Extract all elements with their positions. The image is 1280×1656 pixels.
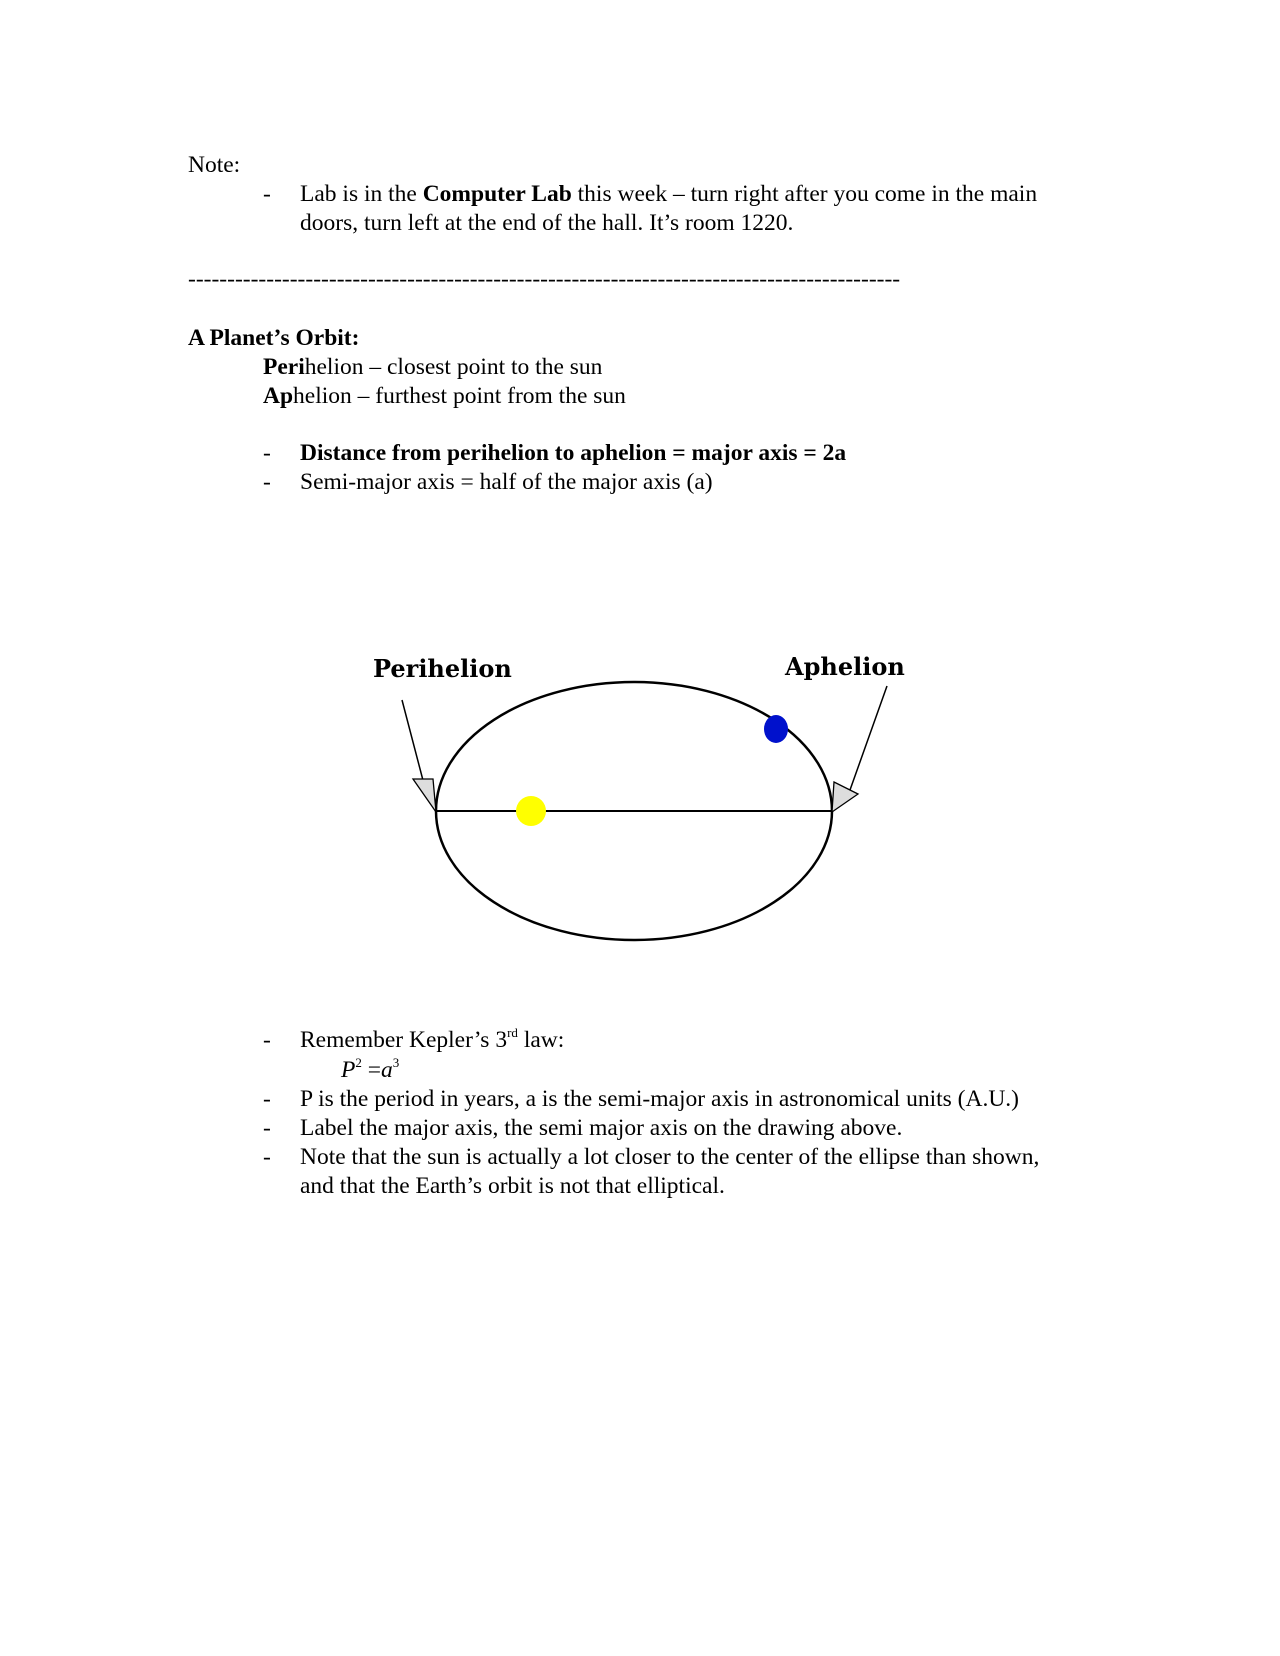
bullet-dash: - [263,440,271,466]
kepler-equation: $P^2 =a^3$ [341,1055,400,1083]
semi-major-axis-bullet: Semi-major axis = half of the major axis (a) [300,469,713,495]
note-line-1: Lab is in the Computer Lab this week – turn right after you come in the main [300,181,1038,207]
aphelion-arrow [832,686,887,812]
period-bullet: P is the period in years, a is the semi-major axis in astronomical units (A.U.) [300,1086,1019,1112]
orbit-heading: A Planet’s Orbit: [188,325,360,351]
perihelion-arrow [402,700,436,812]
sun-circle [516,796,546,826]
bullet-dash: - [263,181,271,207]
kepler-remember: Remember Kepler’s 3rd law: [300,1025,565,1053]
sun-note-line-2: and that the Earth’s orbit is not that elliptical. [300,1173,725,1199]
aphelion-label: Aphelion [785,652,905,681]
note-heading: Note: [188,152,241,178]
computer-lab-bold: Computer Lab [422,181,572,207]
aphelion-definition: Aphelion – furthest point from the sun [263,383,626,409]
bullet-dash: - [263,1086,271,1112]
sun-note-line-1: Note that the sun is actually a lot closer to the center of the ellipse than shown, [300,1144,1040,1170]
major-axis-bullet: Distance from perihelion to aphelion = major axis = 2a [300,440,847,466]
label-axis-bullet: Label the major axis, the semi major axis on the drawing above. [300,1115,903,1141]
separator-line: ------------------------------------------------------------------------------------------- [188,266,901,292]
bullet-dash: - [263,1144,271,1170]
planet-circle [764,715,788,743]
perihelion-label: Perihelion [373,654,512,683]
bullet-dash: - [263,1115,271,1141]
perihelion-definition: Perihelion – closest point to the sun [263,354,603,380]
bullet-dash: - [263,469,271,495]
bullet-dash: - [263,1027,271,1053]
note-line-2: doors, turn left at the end of the hall. It’s room 1220. [300,210,794,236]
